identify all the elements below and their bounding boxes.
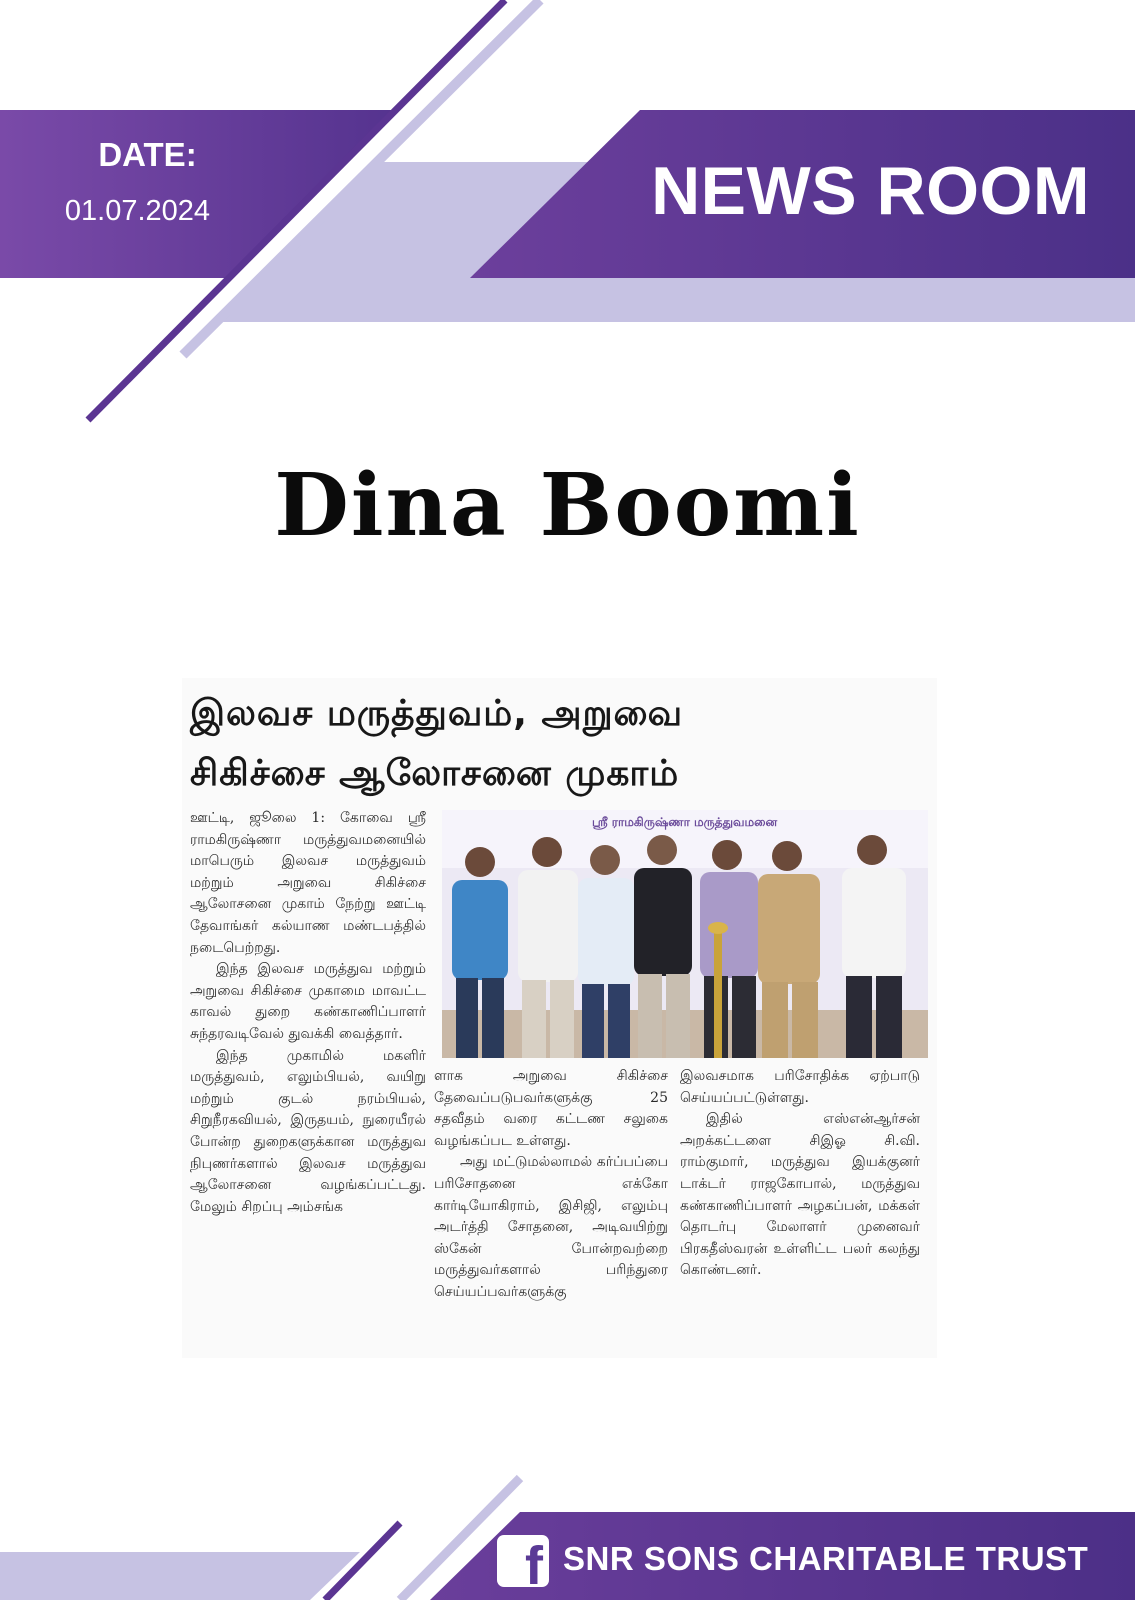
organization-name: SNR SONS CHARITABLE TRUST xyxy=(563,1540,1089,1577)
date-value: 01.07.2024 xyxy=(64,195,211,227)
newspaper-clipping xyxy=(182,678,937,1358)
newspaper-name: Dina Boomi xyxy=(274,455,861,556)
article-paragraph: ளாக அறுவை சிகிச்சை தேவைப்படுபவர்களுக்கு 25 சதவீதம் வரை கட்டண சலுகை வழங்கப்பட உள்ளது. xyxy=(434,1068,668,1149)
article-headline xyxy=(190,684,930,804)
article-column-3 xyxy=(680,1066,920,1282)
article-paragraph: ஊட்டி, ஜூலை 1: கோவை ஸ்ரீ ராமகிருஷ்ணா மருத்துவமனையில் மாபெரும் இலவச மருத்துவம் மற்றும் அறுவை சிகிச்சை ஆலோசனை முகாம் நேற்று ஊட்டி தேவாங்கர் கல்யாண மண்டபத்தில் நடைபெற்றது. xyxy=(190,810,426,956)
footer-lavender-band xyxy=(0,1552,360,1600)
article-paragraph: இலவசமாக பரிசோதிக்க ஏற்பாடு செய்யப்பட்டுள்ளது. xyxy=(680,1068,920,1106)
article-column-2 xyxy=(434,1066,668,1304)
article-paragraph: இதில் எஸ்என்ஆர்சன் அறக்கட்டளை சிஇஓ சி.வி. ராம்குமார், மருத்துவ இயக்குனர் டாக்டர் ராஜகோபால், மருத்துவ கண்காணிப்பாளர் அழகப்பன், மக்கள் தொடர்பு மேலாளர் முனைவர் பிரகதீஸ்வரன் உள்ளிட்ட பலர் கலந்து கொண்டனர். xyxy=(680,1111,920,1279)
article-photo xyxy=(442,810,928,1058)
article-paragraph: அது மட்டுமல்லாமல் கர்ப்பப்பை பரிசோதனை எக்கோ கார்டியோகிராம், இசிஜி, எலும்பு அடர்த்தி சோதனை, அடிவயிற்று ஸ்கேன் போன்றவற்றை மருத்துவர்களால் பரிந்துரை செய்யப்பவர்களுக்கு xyxy=(434,1154,668,1300)
facebook-icon[interactable]: f xyxy=(497,1535,549,1587)
headline-line-1: இலவச மருத்துவம், அறுவை xyxy=(190,693,684,734)
event-photo-illustration xyxy=(442,810,928,1058)
photo-banner-text: ஸ்ரீ ராமகிருஷ்ணா மருத்துவமனை xyxy=(592,815,778,829)
article-paragraph: இந்த முகாமில் மகளிர் மருத்துவம், எலும்பியல், வயிறு மற்றும் குடல் நரம்பியல், சிறுநீரகவியல், இருதயம், நுரையீரல் போன்ற துறைகளுக்கான மருத்துவ நிபுணர்களால் இலவச மருத்துவ ஆலோசனை வழங்கப்பட்டது. மேலும் சிறப்பு அம்சங்க xyxy=(190,1047,426,1215)
article-paragraph: இந்த இலவச மருத்துவ மற்றும் அறுவை சிகிச்சை முகாமை மாவட்ட காவல் துறை கண்காணிப்பாளர் சுந்தரவடிவேல் துவக்கி வைத்தார். xyxy=(190,961,426,1042)
headline-line-2: சிகிச்சை ஆலோசனை முகாம் xyxy=(190,753,680,794)
section-title: NEWS ROOM xyxy=(651,153,1090,229)
article-column-1 xyxy=(190,808,426,1218)
date-label: DATE: xyxy=(98,136,197,173)
